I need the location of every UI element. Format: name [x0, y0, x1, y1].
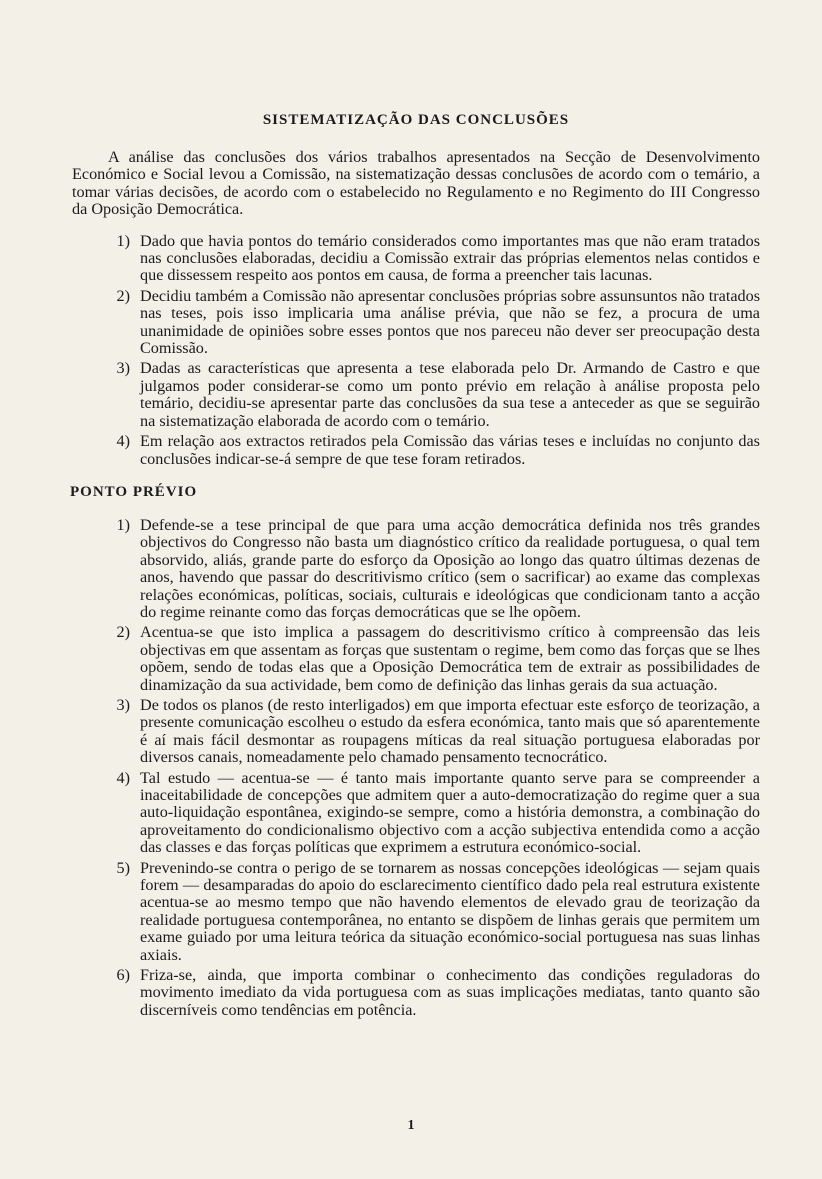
list-item [72, 770, 760, 857]
section-heading: PONTO PRÉVIO [70, 483, 198, 500]
list-item [72, 860, 760, 964]
list-item [72, 624, 760, 694]
item-text: Decidiu também a Comissão não apresentar conclusões próprias sobre assunsuntos não tratados nas teses, pois isso implicaria uma análise prévia, que não se fez, a procura de uma unanimidade de opiniões sobre esses pontos que nos pareceu não dever ser preocupação desta Comissão. [140, 286, 760, 358]
item-number: 1) [116, 231, 130, 250]
item-number: 5) [116, 858, 130, 877]
item-text: Dado que havia pontos do temário considerados como importantes mas que não eram tratados nas conclusões elaboradas, decidiu a Comissão extrair das próprias elementos nelas contidos e que dissessem respeito aos pontos em causa, de forma a preencher tais lacunas. [140, 231, 760, 285]
item-number: 2) [116, 286, 130, 305]
item-text: Em relação aos extractos retirados pela Comissão das várias teses e incluídas no conjunto das conclusões indicar-se-á sempre de que tese foram retirados. [140, 432, 760, 468]
item-text: De todos os planos (de resto interligados) em que importa efectuar este esforço de teorização, a presente comunicação escolheu o estudo da esfera económica, tanto mais que só aparentemente é aí mais fácil desmontar as roupagens míticas da real situação portuguesa elaboradas por diversos canais, nomeadamente pelo chamado pensamento tecnocrático. [140, 695, 760, 767]
page-title: SISTEMATIZAÇÃO DAS CONCLUSÕES [262, 112, 570, 128]
decisions-list [72, 233, 760, 468]
item-text: Dadas as características que apresenta a tese elaborada pelo Dr. Armando de Castro e que julgamos poder considerar-se como um ponto prévio em relação à análise proposta pelo temário, decidiu-se apresentar parte das conclusões da sua tese a anteceder as que se seguirão na sistematização elaborada de acordo com o temário. [140, 359, 760, 430]
item-number: 3) [116, 359, 130, 378]
points-list [72, 517, 760, 1019]
list-item [72, 517, 760, 621]
item-number: 2) [116, 623, 130, 642]
list-item [72, 433, 760, 468]
list-item [72, 360, 760, 430]
item-text: Tal estudo — acentua-se — é tanto mais importante quanto serve para se compreender a inaceitabilidade de concepções que admitem quer a auto-democratização do regime quer a sua auto-liquidação espontânea, exigindo-se sempre, como a história demonstra, a combinação do aproveitamento do condicionalismo objectivo com a acção subjectiva entendida como a acção das classes e das forças políticas que exprimem a estrutura económico-social. [140, 768, 760, 857]
item-number: 6) [116, 966, 130, 985]
item-number: 4) [116, 432, 130, 451]
item-number: 3) [116, 695, 130, 714]
item-text: Friza-se, ainda, que importa combinar o conhecimento das condições reguladoras do movimento imediato da vida portuguesa com as suas implicações mediatas, tanto quanto são discerníveis como tendências em potência. [140, 966, 760, 1019]
list-item [72, 288, 760, 358]
item-text: Defende-se a tese principal de que para uma acção democrática definida nos três grandes objectivos do Congresso não basta um diagnóstico crítico da realidade portuguesa, o qual tem absorvido, aliás, grande parte do esforço da Oposição ao longo das quatro últimas dezenas de anos, havendo que passar do descritivismo crítico (sem o sacrificar) ao exame das complexas relações económicas, políticas, sociais, culturais e ideológicas que condicionam tanto a acção do regime reinante como das forças democráticas que se lhe opõem. [140, 515, 760, 621]
list-item [72, 233, 760, 285]
list-item [72, 967, 760, 1019]
list-item [72, 697, 760, 767]
item-text: Prevenindo-se contra o perigo de se tornarem as nossas concepções ideológicas — sejam quais forem — desamparadas do apoio do esclarecimento científico dado pela real estrutura existente acentua-se ao mesmo tempo que não havendo elementos de elevado grau de teorização da realidade portuguesa contemporânea, no entanto se dispõem de linhas gerais que permitem um exame guiado por uma leitura teórica da situação económico-social portuguesa nas suas linhas axiais. [140, 858, 760, 964]
item-number: 4) [116, 768, 130, 787]
item-number: 1) [116, 515, 130, 534]
page-number: 1 [407, 1118, 415, 1133]
intro-paragraph: A análise das conclusões dos vários trabalhos apresentados na Secção de Desenvolvimento Económico e Social levou a Comissão, na sistematização dessas conclusões de acordo com o temário, a tomar várias decisões, de acordo com o estabelecido no Regulamento e no Regimento do III Congresso da Oposição Democrática. [72, 148, 760, 219]
item-text: Acentua-se que isto implica a passagem do descritivismo crítico à compreensão das leis objectivas em que assentam as forças que sustentam o regime, bem como das forças que se lhes opõem, sendo de todas elas que a Oposição Democrática tem de extrair as possibilidades de dinamização da sua actividade, bem como de definição das linhas gerais da sua actuação. [140, 623, 760, 694]
